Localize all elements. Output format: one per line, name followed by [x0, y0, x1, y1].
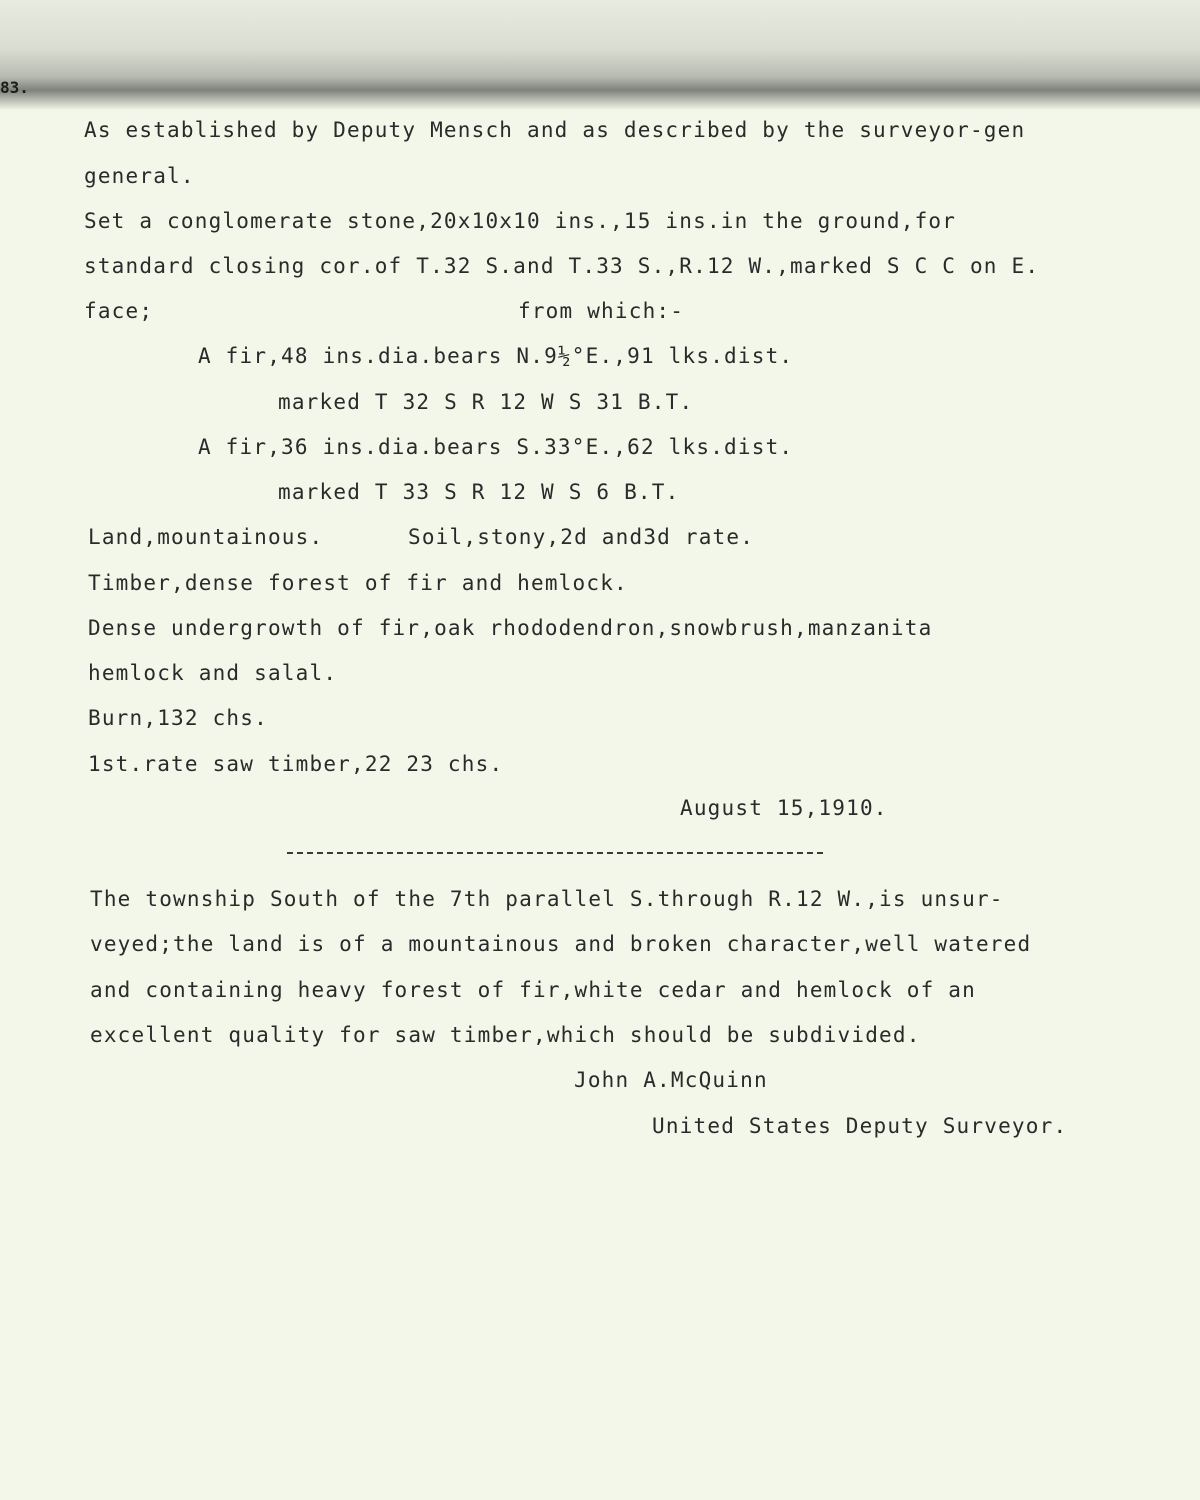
soil-description: Soil,stony,2d and3d rate. — [408, 525, 755, 549]
bearing-tree-line: A fir,48 ins.dia.bears N.9½°E.,91 lks.dist. — [198, 344, 794, 368]
field-note-line: Set a conglomerate stone,20x10x10 ins.,15 ins.in the ground,for — [84, 209, 957, 233]
township-summary-line: and containing heavy forest of fir,white cedar and hemlock of an — [90, 978, 976, 1002]
land-description: Land,mountainous. — [88, 525, 324, 549]
bearing-tree-marking: marked T 32 S R 12 W S 31 B.T. — [278, 390, 694, 414]
timber-description: Timber,dense forest of fir and hemlock. — [88, 571, 628, 595]
undergrowth-description: hemlock and salal. — [88, 661, 338, 685]
township-summary-line: excellent quality for saw timber,which should be subdivided. — [90, 1023, 921, 1047]
undergrowth-description: Dense undergrowth of fir,oak rhododendron,snowbrush,manzanita — [88, 616, 933, 640]
bearing-tree-marking: marked T 33 S R 12 W S 6 B.T. — [278, 480, 680, 504]
page-fold-shadow — [0, 0, 1200, 110]
burn-description: Burn,132 chs. — [88, 706, 268, 730]
township-summary-line: The township South of the 7th parallel S.through R.12 W.,is unsur- — [90, 887, 1004, 911]
field-note-line: from which:- — [518, 299, 685, 323]
saw-timber-description: 1st.rate saw timber,22 23 chs. — [88, 752, 504, 776]
surveyor-title: United States Deputy Surveyor. — [652, 1114, 1068, 1138]
field-note-line: general. — [84, 164, 195, 188]
township-summary-line: veyed;the land is of a mountainous and broken character,well watered — [90, 932, 1032, 956]
field-note-line: As established by Deputy Mensch and as described by the surveyor-gen — [84, 118, 1026, 142]
page-number: 83. — [0, 78, 29, 97]
field-note-line: standard closing cor.of T.32 S.and T.33 S.,R.12 W.,marked S C C on E. — [84, 254, 1040, 278]
bearing-tree-line: A fir,36 ins.dia.bears S.33°E.,62 lks.dist. — [198, 435, 794, 459]
survey-date: August 15,1910. — [680, 796, 888, 820]
field-note-line: face; — [84, 299, 154, 323]
section-divider — [287, 852, 823, 854]
surveyor-name: John A.McQuinn — [574, 1068, 768, 1092]
